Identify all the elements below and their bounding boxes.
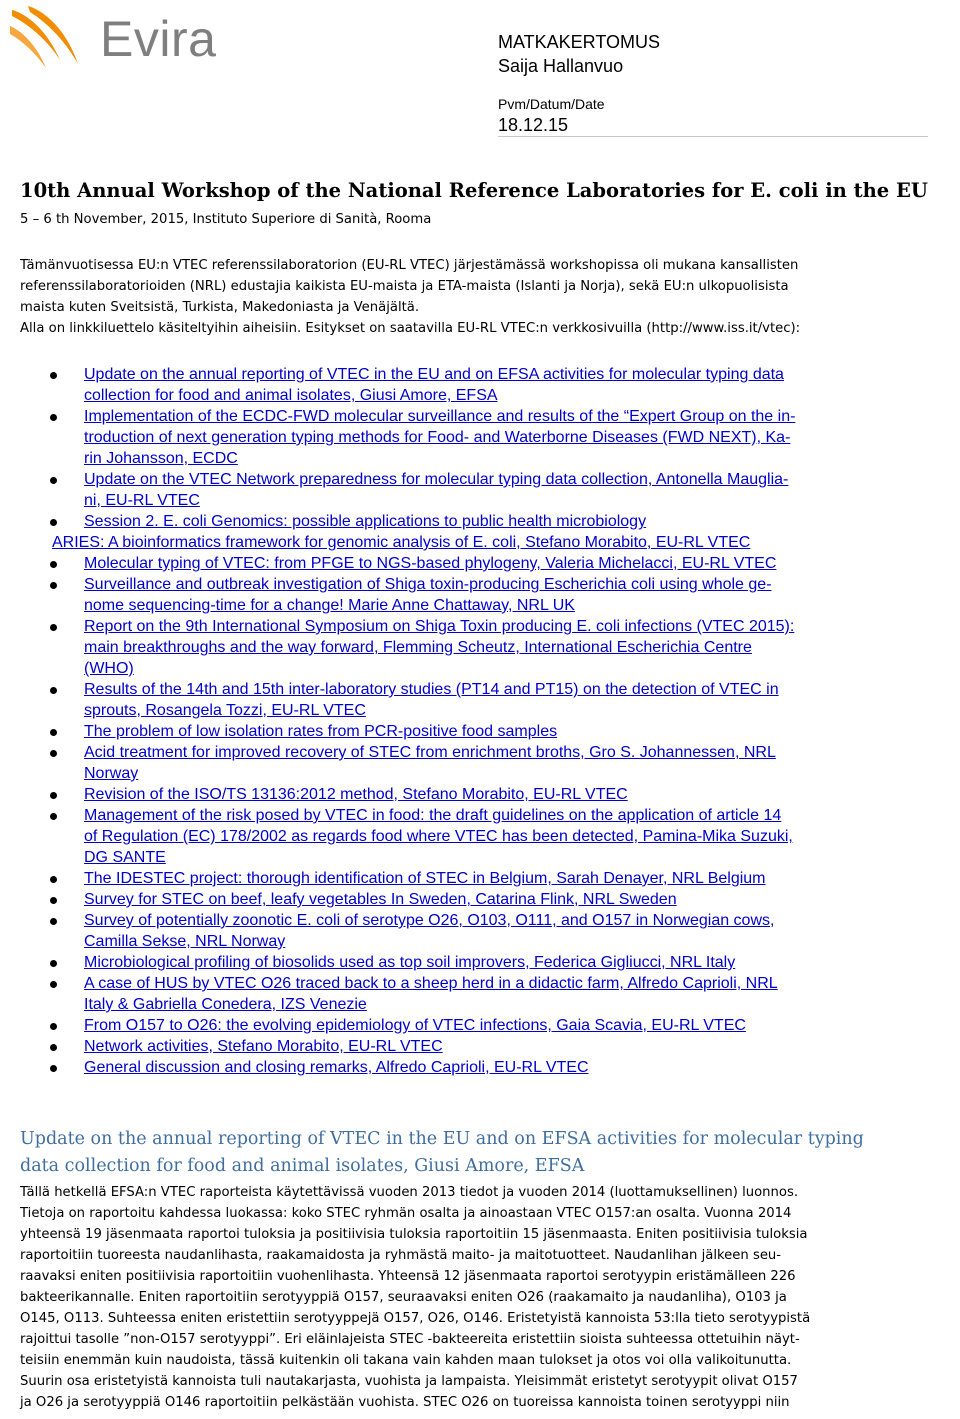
bullet-icon [50,981,57,988]
bullet-icon [50,1044,57,1051]
agenda-link-text[interactable]: Norway [84,765,139,782]
agenda-link-text[interactable]: The IDESTEC project: thorough identification of STEC in Belgium, Sarah Denayer, NRL Belgium [84,870,766,887]
agenda-item[interactable] [20,889,920,910]
agenda-link-text[interactable]: Survey of potentially zoonotic E. coli of serotype O26, O103, O111, and O157 in Norwegian cows, [84,912,775,929]
body-line: Tietoja on raportoitu kahdessa luokassa: koko STEC ryhmän osalta ja ainoastaan VTEC O157:an osalta. Vuonna 2014 [20,1206,792,1221]
agenda-link-text[interactable]: Management of the risk posed by VTEC in food: the draft guidelines on the application of article 14 [84,807,782,824]
agenda-link-text[interactable]: Update on the VTEC Network preparedness for molecular typing data collection, Antonella Mauglia- [84,471,789,488]
agenda-link-text[interactable]: DG SANTE [84,849,166,866]
agenda-item[interactable] [20,1036,920,1057]
bullet-icon [50,519,57,526]
agenda-link-text[interactable]: Results of the 14th and 15th inter-laboratory studies (PT14 and PT15) on the detection of VTEC in [84,681,779,698]
bullet-icon [50,918,57,925]
intro-line: maista kuten Sveitsistä, Turkista, Makedoniasta ja Venäjältä. [20,300,420,315]
page-title: 10th Annual Workshop of the National Reference Laboratories for E. coli in the EU [20,179,928,202]
section-heading-line: Update on the annual reporting of VTEC in the EU and on EFSA activities for molecular typing [20,1129,864,1149]
bullet-icon [50,687,57,694]
evira-logo [8,4,228,72]
agenda-item[interactable] [20,784,920,805]
agenda-link-text[interactable]: Italy & Gabriella Conedera, IZS Venezie [84,996,367,1013]
agenda-item[interactable] [20,973,920,1015]
body-line: bakteerikannalle. Eniten raportoitiin serotyyppiä O157, seuraavaksi eniten O26 (raakamaito ja naudanliha), O103 ja [20,1290,787,1305]
header-divider [498,136,928,137]
agenda-link-text[interactable]: Report on the 9th International Symposium on Shiga Toxin producing E. coli infections (VTEC 2015): [84,618,795,635]
body-line: O145, O113. Suhteessa eniten eristettiin serotyyppejä O157, O26, O146. Eristetyistä kannoista 53:lla tieto serotyypistä [20,1311,811,1326]
bullet-icon [50,729,57,736]
agenda-item[interactable] [20,511,920,532]
agenda-item[interactable] [20,616,920,679]
section-body [20,1182,950,1413]
agenda-link-text[interactable]: Session 2. E. coli Genomics: possible applications to public health microbiology [84,513,647,530]
agenda-link-text[interactable]: A case of HUS by VTEC O26 traced back to a sheep herd in a didactic farm, Alfredo Caprioli, NRL [84,975,778,992]
bullet-icon [50,813,57,820]
body-line: ja O26 ja serotyyppiä O146 raportoitiin pelkästään vuohista. STEC O26 on tuoreissa kannoista toinen serotyyppi niin [20,1395,790,1410]
agenda-item[interactable] [20,805,920,868]
agenda-item[interactable] [20,532,920,553]
agenda-item[interactable] [20,1015,920,1036]
agenda-item[interactable] [20,364,920,406]
agenda-link-text[interactable]: Implementation of the ECDC-FWD molecular surveillance and results of the “Expert Group on the in- [84,408,796,425]
logo-wordmark: Evira [100,11,217,67]
agenda-link-text[interactable]: sprouts, Rosangela Tozzi, EU-RL VTEC [84,702,366,719]
bullet-icon [50,750,57,757]
bullet-icon [50,477,57,484]
author-name: Saija Hallanvuo [498,56,624,76]
agenda-link-text[interactable]: The problem of low isolation rates from PCR-positive food samples [84,723,558,740]
agenda-link-text[interactable]: (WHO) [84,660,134,677]
bullet-icon [50,624,57,631]
agenda-item[interactable] [20,469,920,511]
agenda-link-text[interactable]: Revision of the ISO/TS 13136:2012 method, Stefano Morabito, EU-RL VTEC [84,786,628,803]
bullet-icon [50,897,57,904]
agenda-item[interactable] [20,1057,920,1078]
bullet-icon [50,582,57,589]
agenda-link-text[interactable]: General discussion and closing remarks, Alfredo Caprioli, EU-RL VTEC [84,1059,589,1076]
agenda-link-text[interactable]: troduction of next generation typing methods for Food- and Waterborne Diseases (FWD NEXT), Ka- [84,429,791,446]
agenda-link-text[interactable]: Acid treatment for improved recovery of STEC from enrichment broths, Gro S. Johannessen, NRL [84,744,776,761]
agenda-link-text[interactable]: Surveillance and outbreak investigation of Shiga toxin-producing Escherichia coli using whole ge- [84,576,772,593]
agenda-item[interactable] [20,406,920,469]
section-heading-line: data collection for food and animal isolates, Giusi Amore, EFSA [20,1156,585,1176]
agenda-link-text[interactable]: Molecular typing of VTEC: from PFGE to NGS-based phylogeny, Valeria Michelacci, EU-RL VTEC [84,555,777,572]
document-type: MATKAKERTOMUS [498,32,661,52]
evira-swoosh-icon [8,4,100,72]
body-line: raavaksi eniten positiivisia raportoitiin vuohenlihasta. Yhteensä 12 jäsenmaata raportoi serotyypin eristämälleen 226 [20,1269,796,1284]
bullet-icon [50,414,57,421]
agenda-item[interactable] [20,721,920,742]
bullet-icon [50,561,57,568]
intro-paragraph [20,255,950,339]
agenda-link-text[interactable]: Microbiological profiling of biosolids used as top soil improvers, Federica Gigliucci, NRL Italy [84,954,736,971]
bullet-icon [50,1065,57,1072]
document-date: 18.12.15 [498,115,569,135]
body-line: raportoitiin tuoreesta naudanlihasta, raakamaidosta ja ryhmästä maito- ja maitotuotteet. Naudanlihan jälkeen seu- [20,1248,782,1263]
bullet-icon [50,1023,57,1030]
section-heading [20,1126,940,1180]
agenda-link-text[interactable]: of Regulation (EC) 178/2002 as regards food where VTEC has been detected, Pamina-Mika Suzuki, [84,828,793,845]
agenda-link-text[interactable]: Network activities, Stefano Morabito, EU-RL VTEC [84,1038,443,1055]
agenda-link-text[interactable]: Update on the annual reporting of VTEC in the EU and on EFSA activities for molecular typing data [84,366,784,383]
body-line: Tällä hetkellä EFSA:n VTEC raporteista käytettävissä vuoden 2013 tiedot ja vuoden 2014 (luottamuksellinen) luonnos. [20,1185,799,1200]
agenda-item[interactable] [20,868,920,889]
agenda-link-text[interactable]: ARIES: A bioinformatics framework for genomic analysis of E. coli, Stefano Morabito, EU-RL VTEC [52,534,751,551]
agenda-link-text[interactable]: From O157 to O26: the evolving epidemiology of VTEC infections, Gaia Scavia, EU-RL VTEC [84,1017,746,1034]
agenda-link-list [20,364,920,1078]
body-line: rajoittui tasolle ”non-O157 serotyyppi”. Eri eläinlajeista STEC -bakteereita eristettiin sioista suhteessa ottetuihin näyt- [20,1332,800,1347]
date-label: Pvm/Datum/Date [498,96,605,112]
agenda-link-text[interactable]: Survey for STEC on beef, leafy vegetables In Sweden, Catarina Flink, NRL Sweden [84,891,677,908]
bullet-icon [50,372,57,379]
agenda-item[interactable] [20,679,920,721]
agenda-link-text[interactable]: main breakthroughs and the way forward, Flemming Scheutz, International Escherichia Centre [84,639,752,656]
body-line: yhteensä 19 jäsenmaata raportoi tuloksia ja positiivisia tuloksia raportoitiin 15 jäsenmaasta. Eniten positiivisia tuloksia [20,1227,808,1242]
agenda-link-text[interactable]: Camilla Sekse, NRL Norway [84,933,286,950]
agenda-item[interactable] [20,553,920,574]
body-line: teisiin enemmän kuin naudoista, tässä kuitenkin oli takana vain kahden maan tulokset ja otos voi olla valikoitunutta. [20,1353,792,1368]
agenda-link-text[interactable]: rin Johansson, ECDC [84,450,238,467]
event-details: 5 – 6 th November, 2015, Instituto Superiore di Sanità, Rooma [20,212,432,227]
agenda-link-text[interactable]: collection for food and animal isolates, Giusi Amore, EFSA [84,387,498,404]
agenda-item[interactable] [20,910,920,952]
bullet-icon [50,792,57,799]
agenda-link-text[interactable]: ni, EU-RL VTEC [84,492,200,509]
agenda-item[interactable] [20,952,920,973]
intro-line: Tämänvuotisessa EU:n VTEC referenssilaboratorion (EU-RL VTEC) järjestämässä workshopissa oli mukana kansallisten [20,258,799,273]
intro-line-links: Alla on linkkiluettelo käsiteltyihin aiheisiin. Esitykset on saatavilla EU-RL VTEC:n verkkosivuilla (http://www.iss.it/vtec): [20,321,801,336]
bullet-icon [50,876,57,883]
agenda-link-text[interactable]: nome sequencing-time for a change! Marie Anne Chattaway, NRL UK [84,597,575,614]
agenda-item[interactable] [20,742,920,784]
body-line: Suurin osa eristetyistä kannoista tuli nautakarjasta, vuohista ja lampaista. Yleisimmät eristetyt serotyypit olivat O157 [20,1374,798,1389]
bullet-icon [50,960,57,967]
agenda-item[interactable] [20,574,920,616]
intro-line: referenssilaboratorioiden (NRL) edustajia kaikista EU-maista ja ETA-maista (Islanti ja Norja), sekä EU:n ulkopuolisista [20,279,789,294]
